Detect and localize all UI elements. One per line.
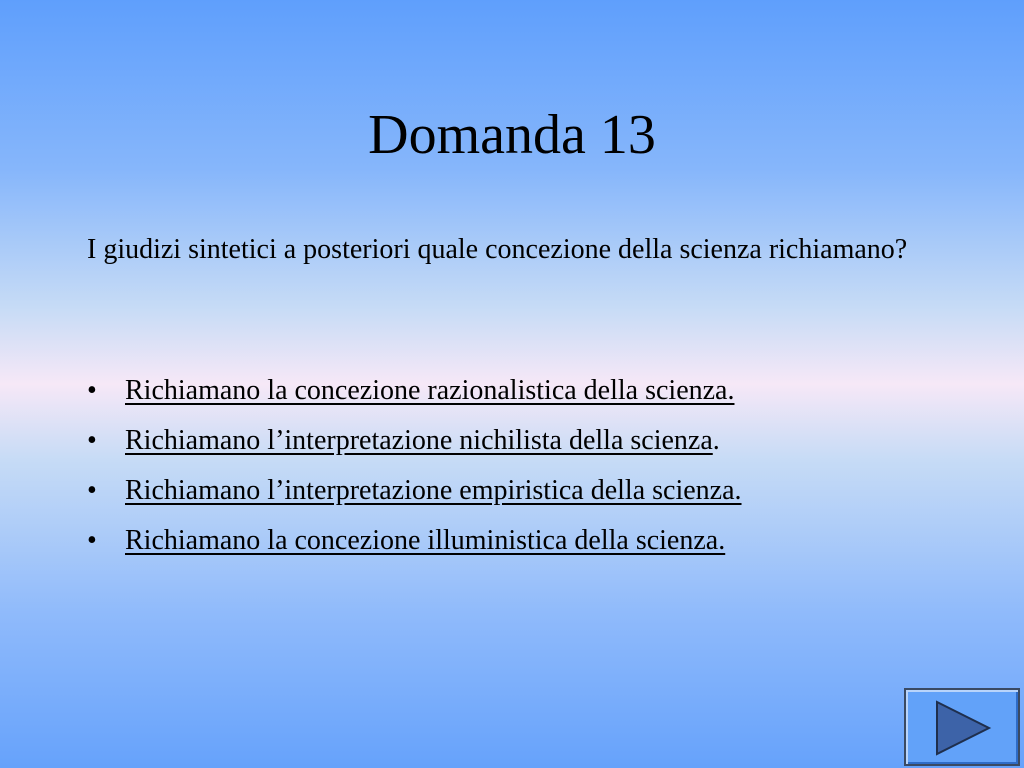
play-triangle (937, 702, 989, 754)
bullet: • (87, 425, 97, 456)
bullet: • (87, 525, 97, 556)
question-text: I giudizi sintetici a posteriori quale concezione della scienza richiamano? (87, 234, 908, 265)
bullet: • (87, 375, 97, 406)
bullet: • (87, 475, 97, 506)
answer-option-link[interactable]: Richiamano l’interpretazione nichilista della scienza (125, 425, 713, 456)
answer-option-link[interactable]: Richiamano la concezione illuministica della scienza. (125, 525, 726, 556)
answer-option (87, 366, 967, 416)
play-right-icon (934, 700, 992, 756)
answer-option (87, 416, 967, 466)
answer-options-list (87, 366, 967, 566)
next-slide-button[interactable] (904, 688, 1020, 766)
answer-option (87, 466, 967, 516)
answer-option-link[interactable]: Richiamano l’interpretazione empiristica della scienza. (125, 475, 742, 506)
answer-option-link[interactable]: Richiamano la concezione razionalistica della scienza. (125, 375, 735, 406)
answer-option (87, 516, 967, 566)
slide-title: Domanda 13 (368, 104, 656, 166)
answer-option-suffix: . (712, 425, 720, 456)
